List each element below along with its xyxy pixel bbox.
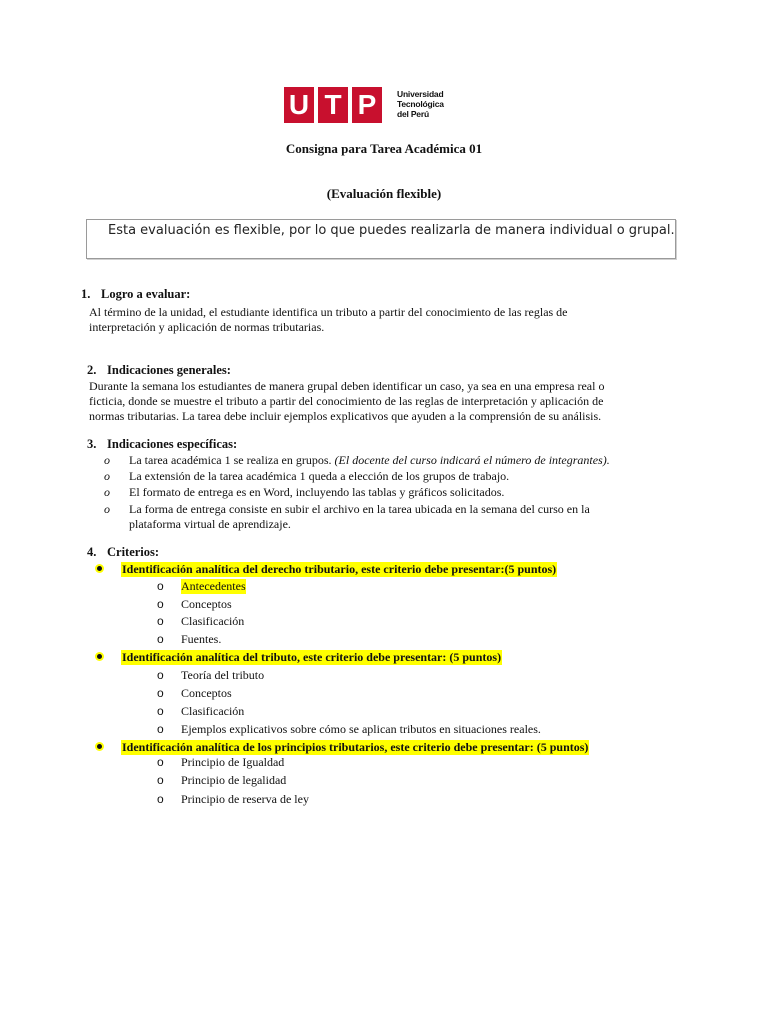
logo-letter-u: U bbox=[284, 87, 314, 123]
list-item-text: La extensión de la tarea académica 1 queda a elección de los grupos de trabajo. bbox=[129, 469, 510, 483]
paragraph-line: Al término de la unidad, el estudiante identifica un tributo a partir del conocimiento de las reglas de bbox=[89, 305, 568, 319]
notice-text: Esta evaluación es flexible, por lo que puedes realizarla de manera individual o grupal. bbox=[108, 223, 675, 238]
logo-wordmark-line: Universidad bbox=[397, 89, 444, 99]
criterion-heading: Identificación analítica del tributo, este criterio debe presentar: (5 puntos) bbox=[122, 650, 502, 664]
list-marker: o bbox=[104, 453, 110, 467]
criterion-item: Conceptos bbox=[181, 686, 232, 700]
document-subtitle: (Evaluación flexible) bbox=[326, 186, 442, 201]
sub-list-marker: o bbox=[157, 792, 164, 806]
section-number: 3. bbox=[87, 437, 97, 451]
sub-list-marker: o bbox=[157, 704, 164, 718]
sub-list-marker: o bbox=[157, 579, 164, 593]
section-heading-text: Logro a evaluar: bbox=[101, 287, 191, 301]
list-item-text: La forma de entrega consiste en subir el archivo en la tarea ubicada en la semana del curso en la plataforma virtual de aprendizaje. bbox=[129, 502, 590, 531]
logo-wordmark bbox=[397, 89, 457, 119]
paragraph-line: Durante la semana los estudiantes de manera grupal deben identificar un caso, ya sea en una empresa real o bbox=[89, 379, 605, 393]
list-marker: o bbox=[104, 502, 110, 516]
sub-list-marker: o bbox=[157, 755, 164, 769]
criterion-item: Principio de Igualdad bbox=[181, 755, 285, 769]
criterion-heading: Identificación analítica de los principios tributarios, este criterio debe presentar: (5 puntos) bbox=[122, 740, 589, 754]
section-heading-text: Indicaciones específicas: bbox=[107, 437, 238, 451]
criterion-item: Clasificación bbox=[181, 614, 245, 628]
criterion-item: Fuentes. bbox=[181, 632, 222, 646]
bullet-icon bbox=[97, 566, 102, 571]
criterion-item: Principio de reserva de ley bbox=[181, 792, 309, 806]
sub-list-marker: o bbox=[157, 597, 164, 611]
bullet-icon bbox=[97, 654, 102, 659]
section-heading-indicaciones-generales bbox=[87, 363, 231, 378]
paragraph-line: normas tributarias. La tarea debe incluir ejemplos explicativos que ayuden a la comprensión de su análisis. bbox=[89, 409, 602, 423]
criterion-item: Antecedentes bbox=[181, 579, 246, 593]
logo-letter-t: T bbox=[318, 87, 348, 123]
list-marker: o bbox=[104, 469, 110, 483]
document-title: Consigna para Tarea Académica 01 bbox=[285, 141, 483, 156]
list-marker: o bbox=[104, 485, 110, 499]
section-heading-indicaciones-especificas bbox=[87, 437, 237, 452]
sub-list-marker: o bbox=[157, 632, 164, 646]
section-number: 4. bbox=[87, 545, 97, 559]
paragraph-line: interpretación y aplicación de normas tributarias. bbox=[89, 320, 325, 334]
bullet-icon bbox=[97, 744, 102, 749]
criterion-item: Ejemplos explicativos sobre cómo se aplican tributos en situaciones reales. bbox=[181, 722, 541, 736]
section-heading-text: Criterios: bbox=[107, 545, 160, 559]
criterion-item: Conceptos bbox=[181, 597, 232, 611]
criterion-item: Principio de legalidad bbox=[181, 773, 287, 787]
list-item-note: (El docente del curso indicará el número de integrantes). bbox=[334, 453, 610, 467]
section-paragraph-logro bbox=[89, 305, 649, 335]
list-item-text: El formato de entrega es en Word, incluyendo las tablas y gráficos solicitados. bbox=[129, 485, 505, 499]
section-paragraph-indicaciones-generales bbox=[89, 379, 649, 424]
sub-list-marker: o bbox=[157, 614, 164, 628]
section-number: 2. bbox=[87, 363, 97, 377]
criterion-item: Clasificación bbox=[181, 704, 245, 718]
section-number: 1. bbox=[81, 287, 91, 301]
section-heading-criterios bbox=[87, 545, 159, 560]
list-item-text: La tarea académica 1 se realiza en grupos. (El docente del curso indicará el número de integrantes). bbox=[129, 453, 610, 467]
notice-box bbox=[86, 219, 676, 259]
logo-letter-p: P bbox=[352, 87, 382, 123]
sub-list-marker: o bbox=[157, 773, 164, 787]
sub-list-marker: o bbox=[157, 722, 164, 736]
sub-list-marker: o bbox=[157, 668, 164, 682]
section-heading-logro bbox=[81, 287, 190, 302]
criterion-heading: Identificación analítica del derecho tributario, este criterio debe presentar:(5 puntos) bbox=[122, 562, 557, 576]
section-heading-text: Indicaciones generales: bbox=[107, 363, 231, 377]
criterion-item: Teoría del tributo bbox=[181, 668, 265, 682]
sub-list-marker: o bbox=[157, 686, 164, 700]
logo-wordmark-line: del Perú bbox=[397, 109, 429, 119]
paragraph-line: ficticia, donde se muestre el tributo a partir del conocimiento de las reglas de interpretación y aplicación de bbox=[89, 394, 604, 408]
logo-wordmark-line: Tecnológica bbox=[397, 99, 444, 109]
